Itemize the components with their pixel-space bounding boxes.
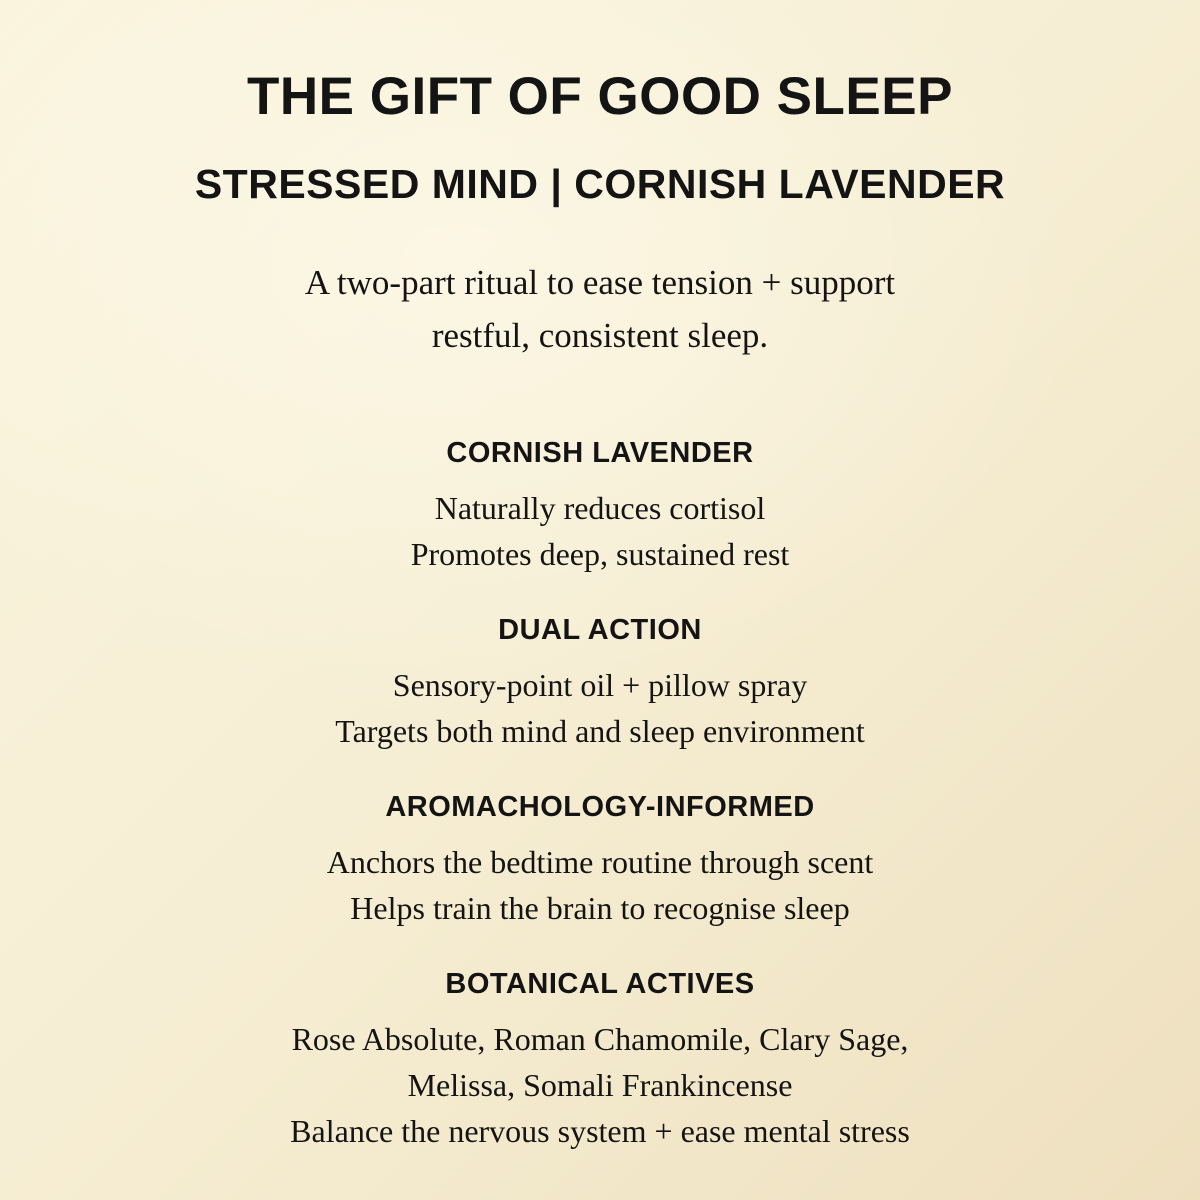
section-heading: BOTANICAL ACTIVES <box>445 968 755 1001</box>
section-line: Promotes deep, sustained rest <box>410 536 790 573</box>
section-line: Helps train the brain to recognise sleep <box>350 890 850 927</box>
section-line: Balance the nervous system + ease mental stress <box>290 1113 910 1150</box>
section-line: Sensory-point oil + pillow spray <box>392 667 808 704</box>
section-cornish-lavender <box>0 436 1200 577</box>
section-line: Melissa, Somali Frankincense <box>407 1067 793 1104</box>
page-subtitle: STRESSED MIND | CORNISH LAVENDER <box>194 161 1006 208</box>
section-heading: AROMACHOLOGY-INFORMED <box>385 791 815 824</box>
section-line: Naturally reduces cortisol <box>434 490 766 527</box>
intro-line-1: A two-part ritual to ease tension + support <box>304 263 896 303</box>
section-dual-action <box>0 613 1200 754</box>
intro-line-2: restful, consistent sleep. <box>431 315 769 355</box>
section-line: Anchors the bedtime routine through scent <box>326 844 874 881</box>
page-title: THE GIFT OF GOOD SLEEP <box>247 67 953 126</box>
section-heading: CORNISH LAVENDER <box>446 437 754 470</box>
intro-text <box>0 257 1200 362</box>
section-botanical-actives <box>0 967 1200 1154</box>
section-line: Targets both mind and sleep environment <box>335 713 865 750</box>
section-aromachology-informed <box>0 790 1200 931</box>
section-line: Rose Absolute, Roman Chamomile, Clary Sage, <box>291 1021 909 1058</box>
section-heading: DUAL ACTION <box>498 614 702 647</box>
feature-list <box>0 436 1200 1154</box>
